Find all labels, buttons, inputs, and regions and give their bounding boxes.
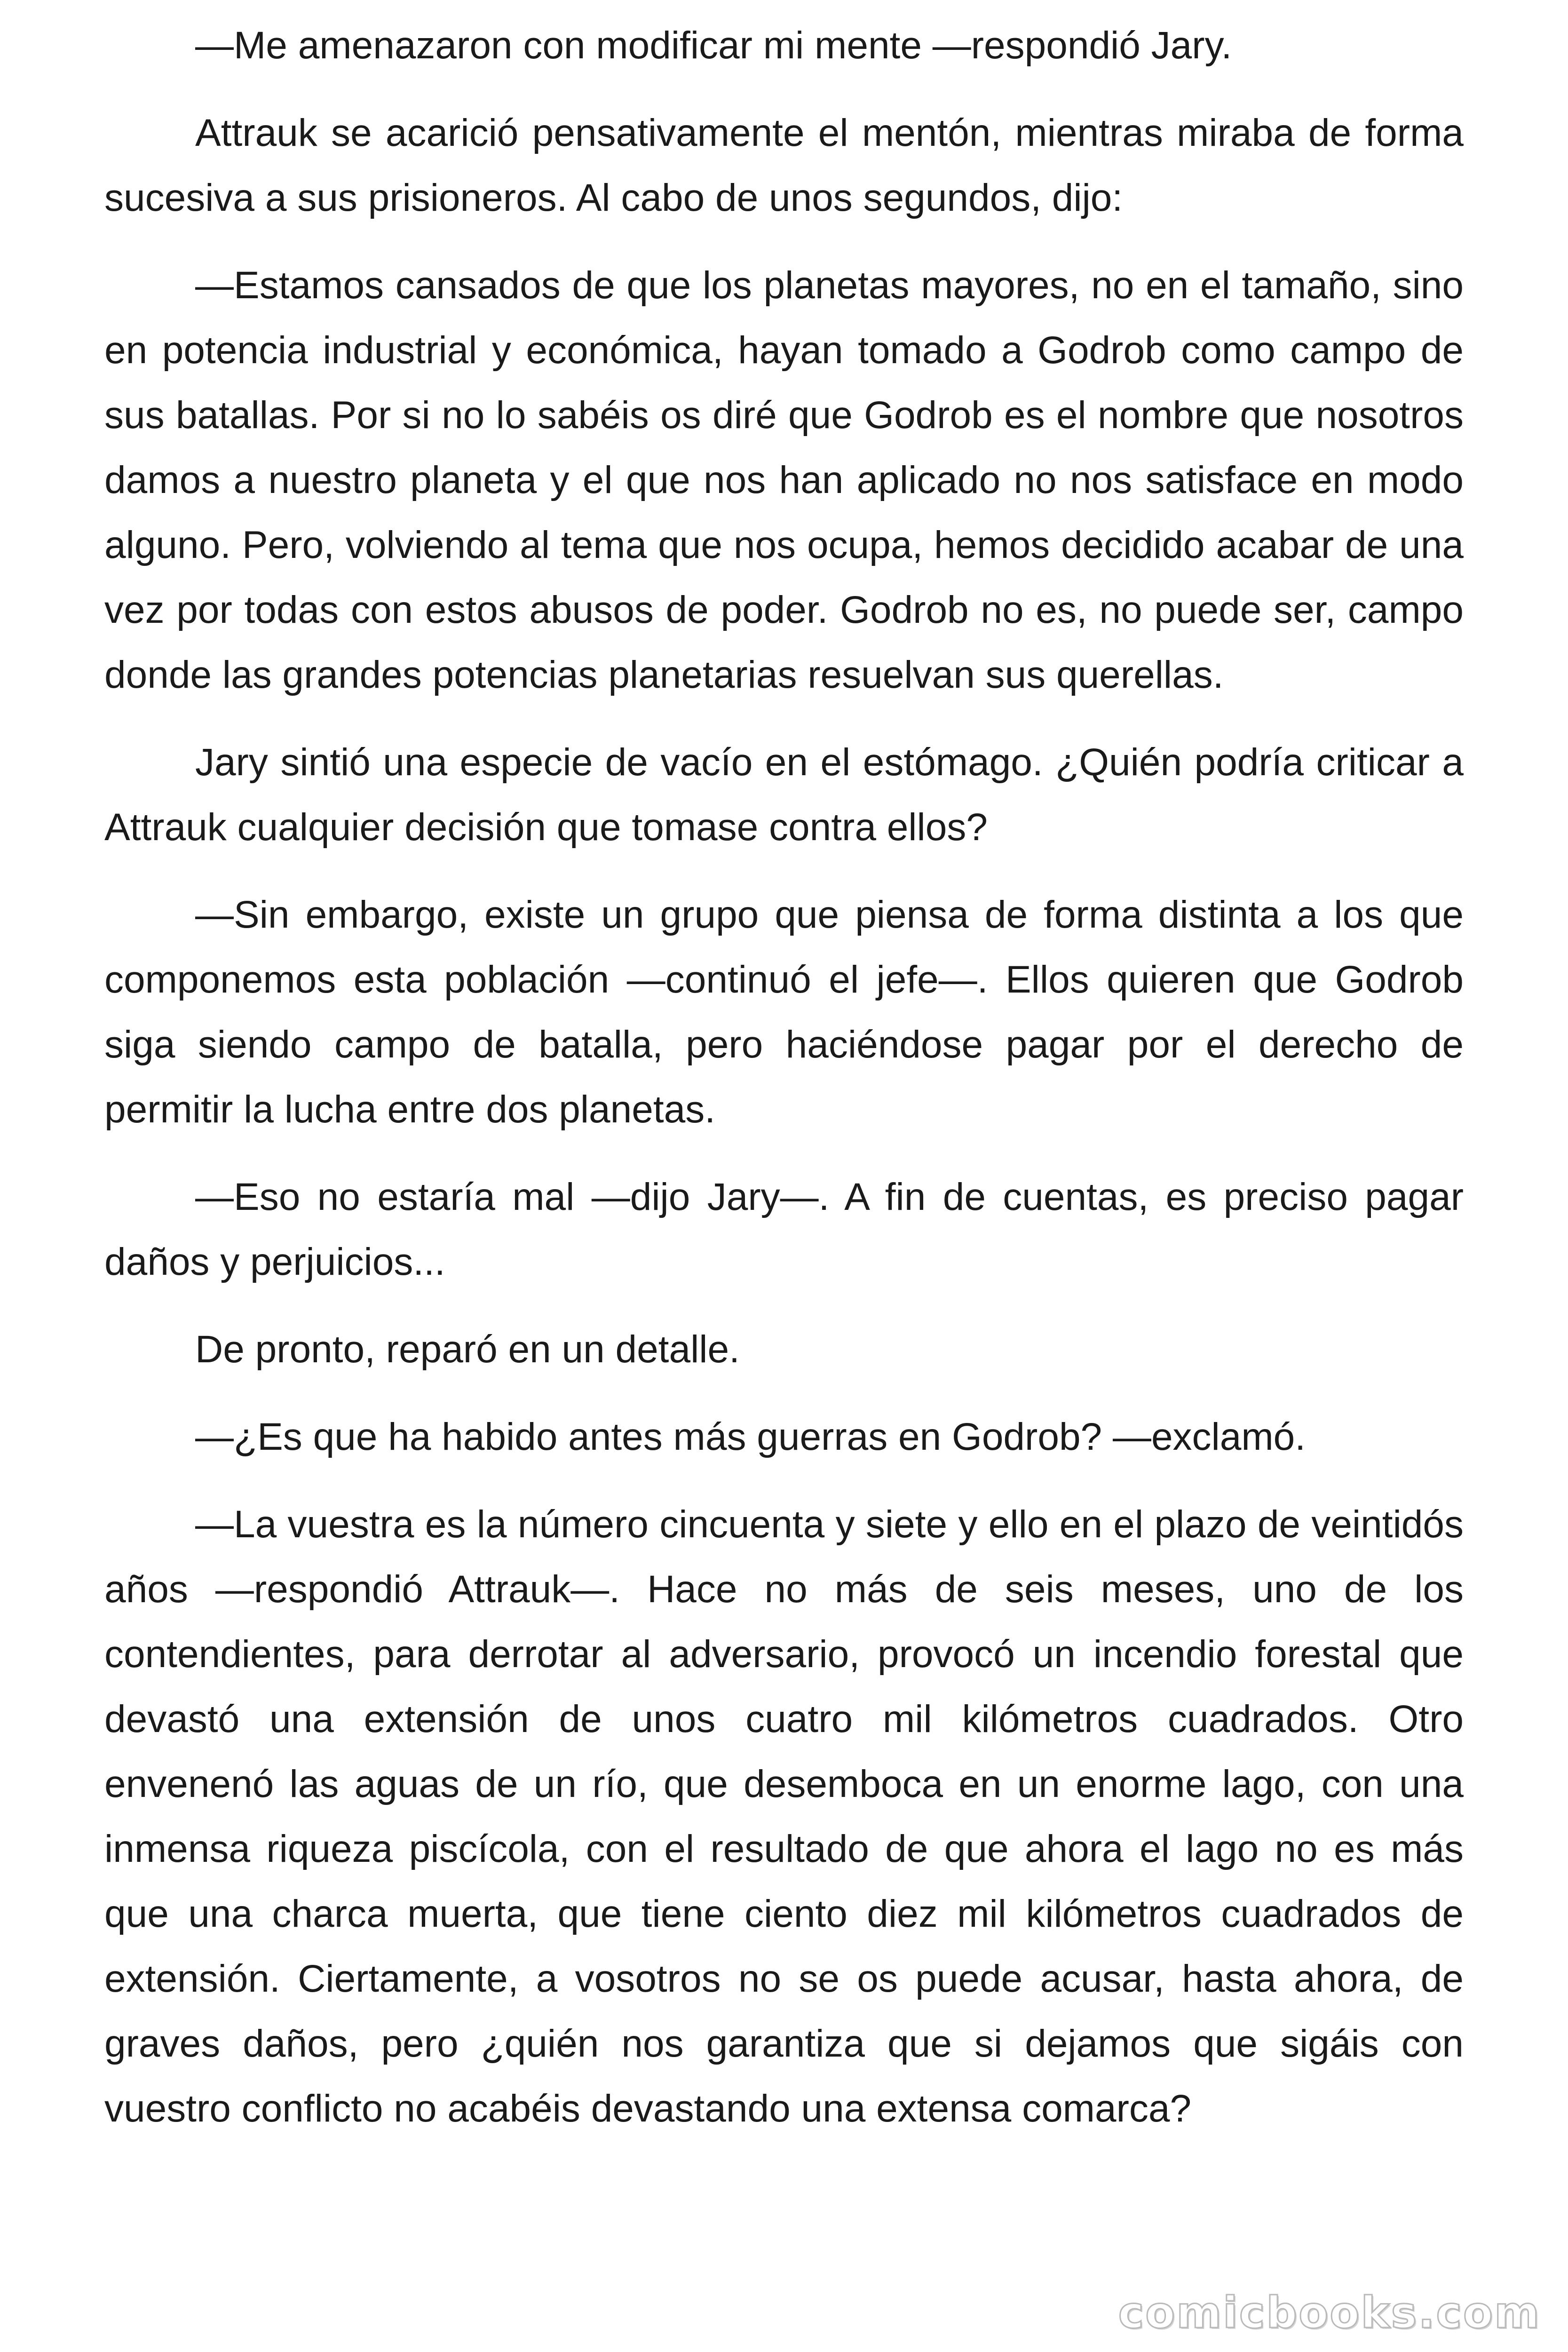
page-body-text <box>104 13 1464 2164</box>
paragraph-4: Jary sintió una especie de vacío en el estómago. ¿Quién podría criticar a Attrauk cualquier decisión que tomase contra ellos? <box>104 741 1464 849</box>
paragraph-2: Attrauk se acarició pensativamente el mentón, mientras miraba de forma sucesiva a sus prisioneros. Al cabo de unos segundos, dijo: <box>104 111 1464 219</box>
paragraph-8: —¿Es que ha habido antes más guerras en Godrob? —exclamó. <box>195 1415 1306 1458</box>
paragraph-7: De pronto, reparó en un detalle. <box>195 1328 740 1371</box>
paragraph-6: —Eso no estaría mal —dijo Jary—. A fin de cuentas, es preciso pagar daños y perjuicios... <box>104 1176 1464 1283</box>
paragraph-3: —Estamos cansados de que los planetas mayores, no en el tamaño, sino en potencia industrial y económica, hayan tomado a Godrob como campo de sus batallas. Por si no lo sabéis os diré que Godrob es el nombre que nosotros damos a nuestro planeta y el que nos han aplicado no nos satisface en modo alguno. Pero, volviendo al tema que nos ocupa, hemos decidido acabar de una vez por todas con estos abusos de poder. Godrob no es, no puede ser, campo donde las grandes potencias planetarias resuelvan sus querellas. <box>104 264 1464 696</box>
paragraph-5: —Sin embargo, existe un grupo que piensa de forma distinta a los que componemos esta población —continuó el jefe—. Ellos quieren que Godrob siga siendo campo de batalla, pero haciéndose pagar por el derecho de permitir la lucha entre dos planetas. <box>104 893 1464 1131</box>
paragraph-9: —La vuestra es la número cincuenta y siete y ello en el plazo de veintidós años —respondió Attrauk—. Hace no más de seis meses, uno de los contendientes, para derrotar al adversario, provocó un incendio forestal que devastó una extensión de unos cuatro mil kilómetros cuadrados. Otro envenenó las aguas de un río, que desemboca en un enorme lago, con una inmensa riqueza piscícola, con el resultado de que ahora el lago no es más que una charca muerta, que tiene ciento diez mil kilómetros cuadrados de extensión. Ciertamente, a vosotros no se os puede acusar, hasta ahora, de graves daños, pero ¿quién nos garantiza que si dejamos que sigáis con vuestro conflicto no acabéis devastando una extensa comarca? <box>104 1503 1464 2130</box>
paragraph-1: —Me amenazaron con modificar mi mente —respondió Jary. <box>195 24 1232 67</box>
watermark: comicbooks.com <box>1118 2288 1541 2338</box>
